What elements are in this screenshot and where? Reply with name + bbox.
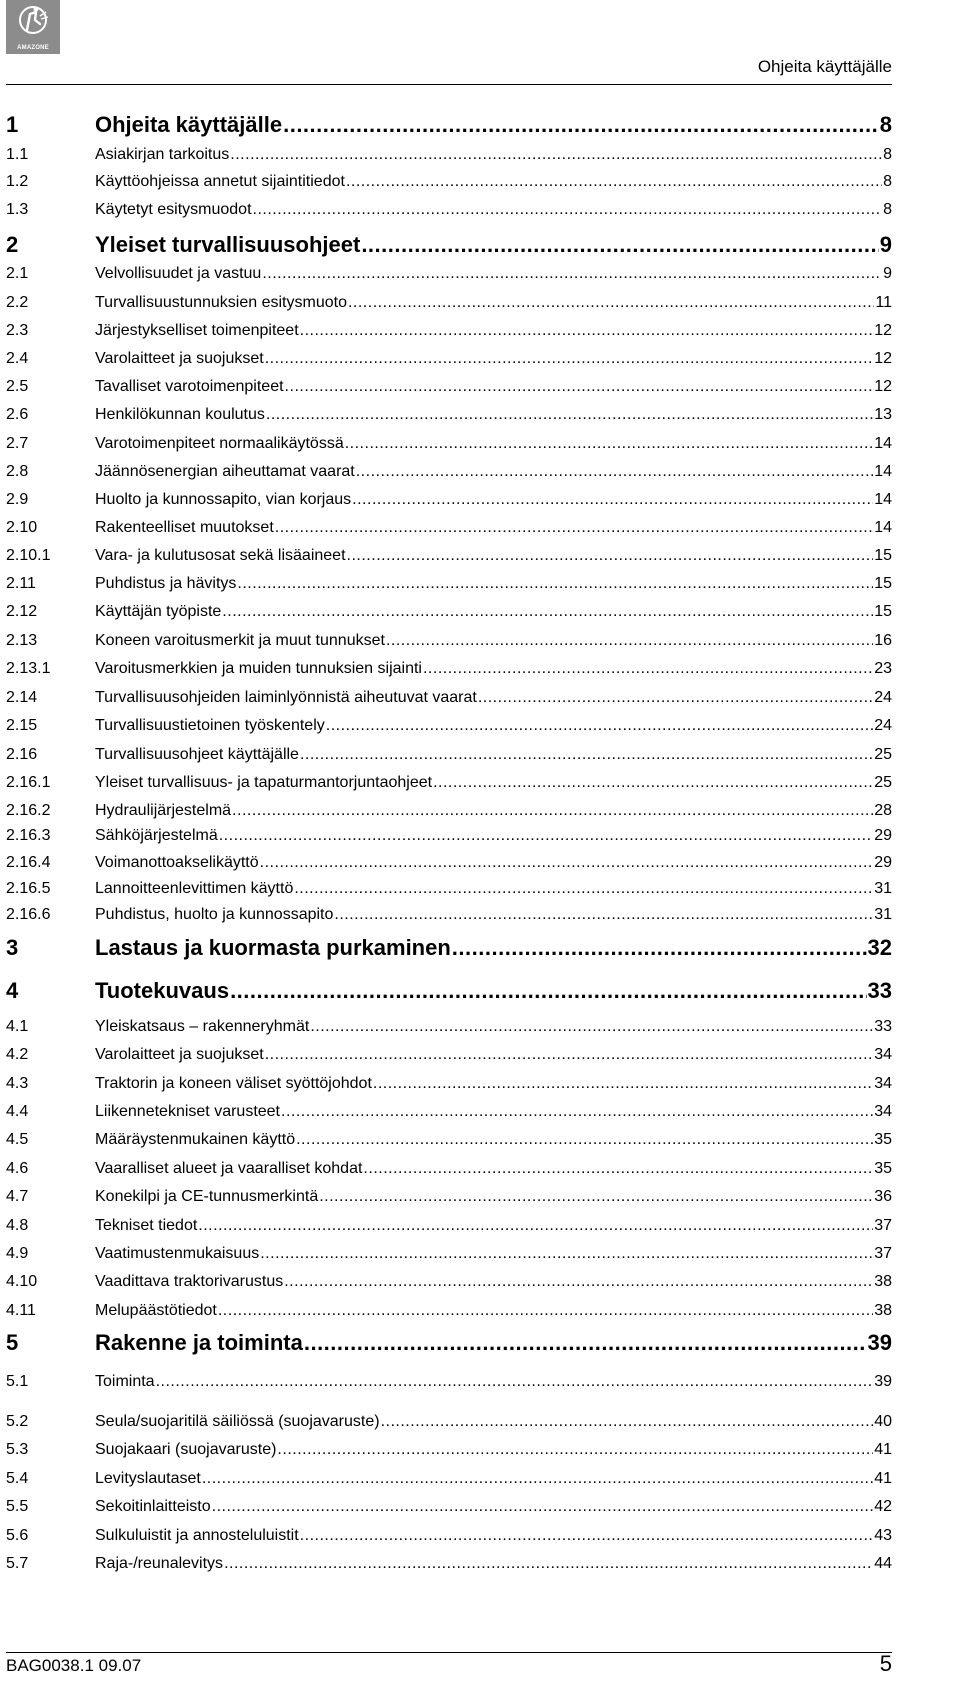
toc-section-entry[interactable] xyxy=(6,603,892,621)
toc-entry-page: 23 xyxy=(874,660,892,677)
toc-entry-number: 2.12 xyxy=(6,603,38,620)
toc-dot-leader xyxy=(352,491,873,509)
toc-section-entry[interactable] xyxy=(6,463,892,481)
toc-entry-page: 34 xyxy=(874,1046,892,1063)
toc-entry-title: Velvollisuudet ja vastuu xyxy=(95,265,262,282)
toc-entry-title: Käyttöohjeissa annetut sijaintitiedot xyxy=(95,173,345,190)
toc-entry-title: Yleiset turvallisuus- ja tapaturmantorjuntaohjeet xyxy=(95,774,433,791)
toc-section-entry[interactable] xyxy=(6,632,892,650)
toc-dot-leader xyxy=(219,827,873,845)
toc-entry-number: 1.3 xyxy=(6,201,29,218)
toc-entry-title: Rakenne ja toiminta xyxy=(95,1330,303,1355)
toc-dot-leader xyxy=(296,1131,873,1149)
toc-entry-number: 1 xyxy=(6,112,19,137)
toc-dot-leader xyxy=(222,603,873,621)
toc-entry-page: 16 xyxy=(874,632,892,649)
toc-entry-page: 28 xyxy=(874,802,892,819)
toc-entry-number: 2.16.4 xyxy=(6,854,51,871)
toc-dot-leader xyxy=(281,1103,873,1121)
toc-entry-title: Asiakirjan tarkoitus xyxy=(95,146,230,163)
toc-entry-title: Hydraulijärjestelmä xyxy=(95,802,232,819)
toc-section-entry[interactable] xyxy=(6,1302,892,1320)
toc-section-entry[interactable] xyxy=(6,1555,892,1573)
toc-entry-number: 4 xyxy=(6,978,19,1003)
toc-dot-leader xyxy=(345,435,873,453)
toc-entry-title: Vaaralliset alueet ja vaaralliset kohdat xyxy=(95,1160,363,1177)
toc-entry-title: Seula/suojaritilä säiliössä (suojavaruste) xyxy=(95,1413,380,1430)
toc-entry-page: 25 xyxy=(874,774,892,791)
toc-entry-page: 43 xyxy=(874,1527,892,1544)
toc-entry-number: 4.6 xyxy=(6,1160,29,1177)
toc-section-entry[interactable] xyxy=(6,1470,892,1488)
toc-dot-leader xyxy=(230,978,866,1004)
toc-entry-number: 2.10.1 xyxy=(6,547,51,564)
toc-entry-number: 4.9 xyxy=(6,1245,29,1262)
toc-section-entry[interactable] xyxy=(6,1413,892,1431)
toc-section-entry[interactable] xyxy=(6,746,892,764)
toc-entry-number: 5.1 xyxy=(6,1373,29,1390)
toc-entry-page: 33 xyxy=(874,1018,892,1035)
toc-dot-leader xyxy=(277,1441,873,1459)
toc-dot-leader xyxy=(347,547,874,565)
toc-dot-leader xyxy=(156,1373,874,1391)
toc-dot-leader xyxy=(212,1498,874,1516)
toc-entry-number: 2.16 xyxy=(6,746,38,763)
toc-section-entry[interactable] xyxy=(6,854,892,872)
toc-entry-title: Määräystenmukainen käyttö xyxy=(95,1131,296,1148)
toc-entry-number: 2.16.1 xyxy=(6,774,51,791)
toc-dot-leader xyxy=(260,1245,873,1263)
toc-entry-title: Melupäästötiedot xyxy=(95,1302,217,1319)
toc-entry-number: 2.2 xyxy=(6,294,29,311)
toc-entry-number: 5.2 xyxy=(6,1413,29,1430)
toc-entry-page: 37 xyxy=(874,1245,892,1262)
toc-entry-page: 35 xyxy=(874,1131,892,1148)
toc-section-entry[interactable] xyxy=(6,322,892,340)
toc-entry-title: Yleiset turvallisuusohjeet xyxy=(95,232,361,257)
toc-entry-page: 14 xyxy=(874,435,892,452)
toc-dot-leader xyxy=(285,378,874,396)
toc-section-entry[interactable] xyxy=(6,802,892,820)
toc-entry-page: 40 xyxy=(874,1413,892,1430)
toc-chapter-entry[interactable] xyxy=(6,1330,892,1356)
toc-entry-title: Levityslautaset xyxy=(95,1470,201,1487)
toc-dot-leader xyxy=(237,575,873,593)
toc-entry-title: Varotoimenpiteet normaalikäytössä xyxy=(95,435,344,452)
toc-entry-page: 24 xyxy=(874,689,892,706)
logo-wordmark: AMAZONE xyxy=(17,45,49,51)
toc-entry-page: 9 xyxy=(883,265,892,282)
toc-dot-leader xyxy=(361,232,878,258)
toc-dot-leader xyxy=(478,689,873,707)
toc-entry-number: 2.9 xyxy=(6,491,29,508)
toc-section-entry[interactable] xyxy=(6,906,892,924)
toc-entry-number: 4.3 xyxy=(6,1075,29,1092)
toc-entry-title: Traktorin ja koneen väliset syöttöjohdot xyxy=(95,1075,372,1092)
toc-dot-leader xyxy=(433,774,873,792)
toc-entry-title: Käytetyt esitysmuodot xyxy=(95,201,252,218)
toc-dot-leader xyxy=(334,906,873,924)
toc-entry-page: 13 xyxy=(874,406,892,423)
toc-entry-title: Puhdistus ja hävitys xyxy=(95,575,237,592)
toc-entry-number: 2.14 xyxy=(6,689,38,706)
toc-section-entry[interactable] xyxy=(6,547,892,565)
toc-dot-leader xyxy=(300,322,874,340)
toc-entry-page: 9 xyxy=(879,232,892,257)
toc-entry-number: 5.6 xyxy=(6,1527,29,1544)
toc-dot-leader xyxy=(218,1302,873,1320)
toc-entry-title: Sähköjärjestelmä xyxy=(95,827,218,844)
toc-entry-title: Tavalliset varotoimenpiteet xyxy=(95,378,284,395)
toc-entry-title: Vara- ja kulutusosat sekä lisäaineet xyxy=(95,547,346,564)
toc-dot-leader xyxy=(363,1160,873,1178)
toc-entry-number: 2.15 xyxy=(6,717,38,734)
toc-entry-page: 14 xyxy=(874,519,892,536)
toc-entry-title: Liikennetekniset varusteet xyxy=(95,1103,280,1120)
toc-section-entry[interactable] xyxy=(6,378,892,396)
footer-page-number: 5 xyxy=(879,1651,892,1676)
toc-dot-leader xyxy=(232,802,873,820)
toc-entry-title: Sekoitinlaitteisto xyxy=(95,1498,211,1515)
toc-entry-page: 41 xyxy=(874,1470,892,1487)
toc-section-entry[interactable] xyxy=(6,1441,892,1459)
toc-section-entry[interactable] xyxy=(6,880,892,898)
toc-dot-leader xyxy=(300,1527,874,1545)
toc-entry-title: Huolto ja kunnossapito, vian korjaus xyxy=(95,491,352,508)
toc-entry-page: 42 xyxy=(874,1498,892,1515)
toc-entry-title: Ohjeita käyttäjälle xyxy=(95,112,283,137)
toc-entry-page: 14 xyxy=(874,491,892,508)
toc-entry-page: 15 xyxy=(874,547,892,564)
toc-entry-number: 2.4 xyxy=(6,350,29,367)
toc-entry-title: Vaatimustenmukaisuus xyxy=(95,1245,260,1262)
toc-dot-leader xyxy=(348,294,874,312)
toc-dot-leader xyxy=(356,463,873,481)
toc-entry-number: 2.16.6 xyxy=(6,906,51,923)
toc-dot-leader xyxy=(224,1555,873,1573)
toc-entry-page: 34 xyxy=(874,1075,892,1092)
toc-entry-number: 4.10 xyxy=(6,1273,38,1290)
toc-section-entry[interactable] xyxy=(6,1527,892,1545)
toc-section-entry[interactable] xyxy=(6,350,892,368)
toc-entry-number: 4.7 xyxy=(6,1188,29,1205)
toc-section-entry[interactable] xyxy=(6,717,892,735)
toc-dot-leader xyxy=(310,1018,873,1036)
toc-dot-leader xyxy=(284,1273,873,1291)
toc-dot-leader xyxy=(304,1330,867,1356)
toc-entry-page: 15 xyxy=(874,575,892,592)
toc-entry-title: Turvallisuusohjeiden laiminlyönnistä aiheutuvat vaarat xyxy=(95,689,477,706)
toc-entry-number: 2.10 xyxy=(6,519,38,536)
toc-entry-number: 2.13.1 xyxy=(6,660,51,677)
toc-chapter-entry[interactable] xyxy=(6,978,892,1004)
toc-entry-number: 5.7 xyxy=(6,1555,29,1572)
toc-entry-number: 2.7 xyxy=(6,435,29,452)
toc-dot-leader xyxy=(326,717,873,735)
toc-entry-number: 2.16.3 xyxy=(6,827,51,844)
toc-entry-title: Lannoitteenlevittimen käyttö xyxy=(95,880,294,897)
toc-entry-title: Voimanottoakselikäyttö xyxy=(95,854,259,871)
toc-section-entry[interactable] xyxy=(6,1131,892,1149)
toc-section-entry[interactable] xyxy=(6,519,892,537)
toc-entry-title: Suojakaari (suojavaruste) xyxy=(95,1441,277,1458)
toc-entry-title: Turvallisuusohjeet käyttäjälle xyxy=(95,746,299,763)
table-of-contents xyxy=(6,0,892,1682)
toc-entry-title: Sulkuluistit ja annosteluluistit xyxy=(95,1527,299,1544)
toc-entry-title: Tekniset tiedot xyxy=(95,1217,198,1234)
toc-entry-number: 5.4 xyxy=(6,1470,29,1487)
toc-entry-page: 33 xyxy=(867,978,892,1003)
toc-entry-number: 2.16.2 xyxy=(6,802,51,819)
toc-entry-number: 2.16.5 xyxy=(6,880,51,897)
toc-dot-leader xyxy=(265,350,874,368)
toc-entry-page: 34 xyxy=(874,1103,892,1120)
toc-entry-number: 5 xyxy=(6,1330,19,1355)
toc-entry-title: Käyttäjän työpiste xyxy=(95,603,222,620)
toc-section-entry[interactable] xyxy=(6,265,892,283)
toc-entry-page: 41 xyxy=(874,1441,892,1458)
toc-entry-title: Varoitusmerkkien ja muiden tunnuksien sijainti xyxy=(95,660,422,677)
toc-dot-leader xyxy=(319,1188,873,1206)
toc-entry-page: 29 xyxy=(874,854,892,871)
toc-dot-leader xyxy=(423,660,873,678)
toc-entry-title: Lastaus ja kuormasta purkaminen xyxy=(95,935,451,960)
toc-dot-leader xyxy=(202,1470,873,1488)
toc-entry-title: Jäännösenergian aiheuttamat vaarat xyxy=(95,463,355,480)
toc-entry-number: 5.5 xyxy=(6,1498,29,1515)
toc-chapter-entry[interactable] xyxy=(6,232,892,258)
toc-entry-page: 37 xyxy=(874,1217,892,1234)
toc-section-entry[interactable] xyxy=(6,1217,892,1235)
toc-entry-title: Varolaitteet ja suojukset xyxy=(95,1046,264,1063)
toc-section-entry[interactable] xyxy=(6,1373,892,1391)
toc-entry-page: 31 xyxy=(874,880,892,897)
toc-entry-title: Raja-/reunalevitys xyxy=(95,1555,224,1572)
toc-entry-title: Yleiskatsaus – rakenneryhmät xyxy=(95,1018,310,1035)
toc-entry-page: 8 xyxy=(883,146,892,163)
toc-section-entry[interactable] xyxy=(6,173,892,191)
toc-entry-title: Konekilpi ja CE-tunnusmerkintä xyxy=(95,1188,319,1205)
toc-entry-number: 2 xyxy=(6,232,19,257)
toc-entry-title: Järjestykselliset toimenpiteet xyxy=(95,322,299,339)
toc-entry-number: 2.6 xyxy=(6,406,29,423)
toc-entry-number: 2.8 xyxy=(6,463,29,480)
toc-entry-page: 38 xyxy=(874,1273,892,1290)
footer-divider xyxy=(6,1652,892,1653)
toc-entry-page: 39 xyxy=(874,1373,892,1390)
toc-section-entry[interactable] xyxy=(6,1018,892,1036)
toc-dot-leader xyxy=(294,880,873,898)
toc-entry-number: 3 xyxy=(6,935,19,960)
toc-entry-number: 2.1 xyxy=(6,265,29,282)
toc-dot-leader xyxy=(230,146,882,164)
toc-section-entry[interactable] xyxy=(6,491,892,509)
toc-entry-title: Koneen varoitusmerkit ja muut tunnukset xyxy=(95,632,385,649)
toc-entry-page: 12 xyxy=(874,350,892,367)
toc-entry-page: 15 xyxy=(874,603,892,620)
toc-entry-number: 4.8 xyxy=(6,1217,29,1234)
toc-section-entry[interactable] xyxy=(6,294,892,312)
toc-section-entry[interactable] xyxy=(6,689,892,707)
toc-entry-title: Turvallisuustunnuksien esitysmuoto xyxy=(95,294,347,311)
toc-entry-number: 5.3 xyxy=(6,1441,29,1458)
toc-entry-page: 8 xyxy=(879,112,892,137)
toc-entry-page: 29 xyxy=(874,827,892,844)
footer-document-id: BAG0038.1 09.07 xyxy=(6,1656,142,1675)
toc-dot-leader xyxy=(266,406,873,424)
toc-dot-leader xyxy=(198,1217,873,1235)
toc-dot-leader xyxy=(260,854,874,872)
toc-section-entry[interactable] xyxy=(6,1498,892,1516)
toc-dot-leader xyxy=(386,632,873,650)
toc-entry-title: Vaadittava traktorivarustus xyxy=(95,1273,284,1290)
toc-dot-leader xyxy=(300,746,873,764)
toc-entry-title: Varolaitteet ja suojukset xyxy=(95,350,264,367)
toc-entry-title: Henkilökunnan koulutus xyxy=(95,406,265,423)
toc-entry-number: 1.1 xyxy=(6,146,29,163)
toc-dot-leader xyxy=(253,201,883,219)
toc-entry-number: 2.3 xyxy=(6,322,29,339)
toc-entry-number: 4.11 xyxy=(6,1302,36,1319)
toc-entry-page: 12 xyxy=(874,378,892,395)
toc-entry-page: 32 xyxy=(867,935,892,960)
toc-dot-leader xyxy=(283,112,879,138)
page-header-title: Ohjeita käyttäjälle xyxy=(757,57,892,76)
toc-dot-leader xyxy=(265,1046,874,1064)
toc-dot-leader xyxy=(346,173,882,191)
toc-section-entry[interactable] xyxy=(6,406,892,424)
toc-section-entry[interactable] xyxy=(6,1103,892,1121)
toc-section-entry[interactable] xyxy=(6,1188,892,1206)
toc-section-entry[interactable] xyxy=(6,1273,892,1291)
toc-entry-page: 38 xyxy=(874,1302,892,1319)
toc-dot-leader xyxy=(381,1413,874,1431)
toc-entry-title: Turvallisuustietoinen työskentely xyxy=(95,717,325,734)
toc-section-entry[interactable] xyxy=(6,201,892,219)
toc-entry-page: 36 xyxy=(874,1188,892,1205)
toc-entry-title: Tuotekuvaus xyxy=(95,978,230,1003)
toc-section-entry[interactable] xyxy=(6,1245,892,1263)
toc-dot-leader xyxy=(452,935,867,961)
toc-entry-page: 8 xyxy=(883,173,892,190)
toc-entry-number: 2.11 xyxy=(6,575,36,592)
toc-section-entry[interactable] xyxy=(6,774,892,792)
toc-entry-number: 1.2 xyxy=(6,173,29,190)
toc-entry-page: 11 xyxy=(875,294,892,311)
toc-section-entry[interactable] xyxy=(6,1046,892,1064)
toc-section-entry[interactable] xyxy=(6,1075,892,1093)
toc-chapter-entry[interactable] xyxy=(6,112,892,138)
toc-entry-page: 44 xyxy=(874,1555,892,1572)
toc-entry-page: 12 xyxy=(874,322,892,339)
toc-entry-number: 2.13 xyxy=(6,632,38,649)
toc-entry-number: 4.1 xyxy=(6,1018,29,1035)
toc-entry-page: 39 xyxy=(867,1330,892,1355)
toc-entry-page: 24 xyxy=(874,717,892,734)
toc-entry-page: 35 xyxy=(874,1160,892,1177)
toc-section-entry[interactable] xyxy=(6,1160,892,1178)
toc-entry-number: 4.5 xyxy=(6,1131,29,1148)
toc-entry-title: Puhdistus, huolto ja kunnossapito xyxy=(95,906,334,923)
toc-entry-page: 8 xyxy=(883,201,892,218)
toc-dot-leader xyxy=(373,1075,873,1093)
toc-dot-leader xyxy=(275,519,873,537)
toc-entry-title: Rakenteelliset muutokset xyxy=(95,519,274,536)
toc-dot-leader xyxy=(262,265,882,283)
toc-section-entry[interactable] xyxy=(6,660,892,678)
toc-section-entry[interactable] xyxy=(6,435,892,453)
toc-entry-number: 4.4 xyxy=(6,1103,29,1120)
toc-entry-title: Toiminta xyxy=(95,1373,155,1390)
toc-entry-page: 25 xyxy=(874,746,892,763)
toc-entry-page: 14 xyxy=(874,463,892,480)
toc-entry-number: 2.5 xyxy=(6,378,29,395)
toc-section-entry[interactable] xyxy=(6,575,892,593)
toc-section-entry[interactable] xyxy=(6,827,892,845)
toc-section-entry[interactable] xyxy=(6,146,892,164)
toc-chapter-entry[interactable] xyxy=(6,935,892,961)
toc-entry-number: 4.2 xyxy=(6,1046,29,1063)
toc-entry-page: 31 xyxy=(874,906,892,923)
